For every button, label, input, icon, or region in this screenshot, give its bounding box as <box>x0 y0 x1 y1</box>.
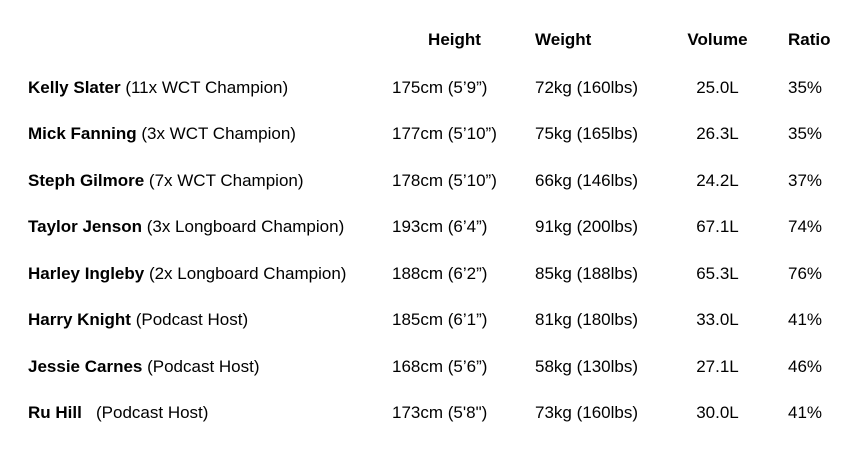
surfer-title: (Podcast Host) <box>142 356 260 376</box>
surfer-name-cell <box>0 64 392 111</box>
surfer-name-cell <box>0 297 392 344</box>
table-header-row <box>0 15 852 64</box>
table-row <box>0 157 852 204</box>
ratio-cell: 41% <box>788 310 823 330</box>
height-cell: 178cm (5’10”) <box>392 170 497 190</box>
surfer-name-cell <box>0 111 392 158</box>
volume-cell: 30.0L <box>696 403 739 423</box>
ratio-cell: 46% <box>788 356 823 376</box>
volume-cell: 67.1L <box>696 217 739 237</box>
column-header-name <box>0 15 392 64</box>
surfer-name: Mick Fanning <box>28 124 137 144</box>
weight-cell: 58kg (130lbs) <box>535 356 639 376</box>
column-header-height: Height <box>428 30 481 49</box>
surfer-title: (3x Longboard Champion) <box>142 217 345 237</box>
volume-cell: 27.1L <box>696 356 739 376</box>
column-header-ratio: Ratio <box>788 30 831 49</box>
surfer-name-cell <box>0 157 392 204</box>
table-row <box>0 390 852 437</box>
height-cell: 193cm (6’4”) <box>392 217 488 237</box>
height-cell: 168cm (5’6”) <box>392 356 488 376</box>
surfer-name: Harry Knight <box>28 310 131 330</box>
weight-cell: 72kg (160lbs) <box>535 77 639 97</box>
ratio-cell: 35% <box>788 77 823 97</box>
surfer-name-cell <box>0 343 392 390</box>
weight-cell: 85kg (188lbs) <box>535 263 639 283</box>
weight-cell: 81kg (180lbs) <box>535 310 639 330</box>
ratio-cell: 76% <box>788 263 823 283</box>
surfer-name: Taylor Jenson <box>28 217 142 237</box>
surfer-name: Ru Hill <box>28 403 82 423</box>
height-cell: 185cm (6’1”) <box>392 310 488 330</box>
height-cell: 188cm (6’2”) <box>392 263 488 283</box>
height-cell: 173cm (5'8") <box>392 403 488 423</box>
volume-cell: 24.2L <box>696 170 739 190</box>
surfer-name-cell <box>0 390 392 437</box>
table-row <box>0 64 852 111</box>
volume-cell: 65.3L <box>696 263 739 283</box>
ratio-cell: 37% <box>788 170 823 190</box>
ratio-cell: 35% <box>788 124 823 144</box>
height-cell: 177cm (5’10”) <box>392 124 497 144</box>
table-row <box>0 297 852 344</box>
surfer-name: Kelly Slater <box>28 77 121 97</box>
table-row <box>0 343 852 390</box>
surfer-name-cell <box>0 204 392 251</box>
volume-cell: 33.0L <box>696 310 739 330</box>
table-row <box>0 250 852 297</box>
surfer-name: Steph Gilmore <box>28 170 145 190</box>
surfer-name: Jessie Carnes <box>28 356 143 376</box>
weight-cell: 91kg (200lbs) <box>535 217 639 237</box>
surfer-name: Harley Ingleby <box>28 263 145 283</box>
weight-cell: 73kg (160lbs) <box>535 403 639 423</box>
table-row <box>0 204 852 251</box>
surfer-title: (7x WCT Champion) <box>144 170 304 190</box>
weight-cell: 75kg (165lbs) <box>535 124 639 144</box>
volume-cell: 26.3L <box>696 124 739 144</box>
height-cell: 175cm (5’9”) <box>392 77 488 97</box>
ratio-cell: 74% <box>788 217 823 237</box>
weight-cell: 66kg (146lbs) <box>535 170 639 190</box>
surfer-title: (11x WCT Champion) <box>120 77 289 97</box>
ratio-cell: 41% <box>788 403 823 423</box>
surfer-title: (3x WCT Champion) <box>136 124 296 144</box>
surfer-title: (Podcast Host) <box>130 310 249 330</box>
column-header-weight: Weight <box>535 30 592 49</box>
column-header-volume: Volume <box>687 30 748 49</box>
surfer-name-cell <box>0 250 392 297</box>
surfer-comparison-table <box>0 15 852 436</box>
table-row <box>0 111 852 158</box>
volume-cell: 25.0L <box>696 77 739 97</box>
surfer-title: (Podcast Host) <box>81 403 209 423</box>
surfer-title: (2x Longboard Champion) <box>144 263 347 283</box>
